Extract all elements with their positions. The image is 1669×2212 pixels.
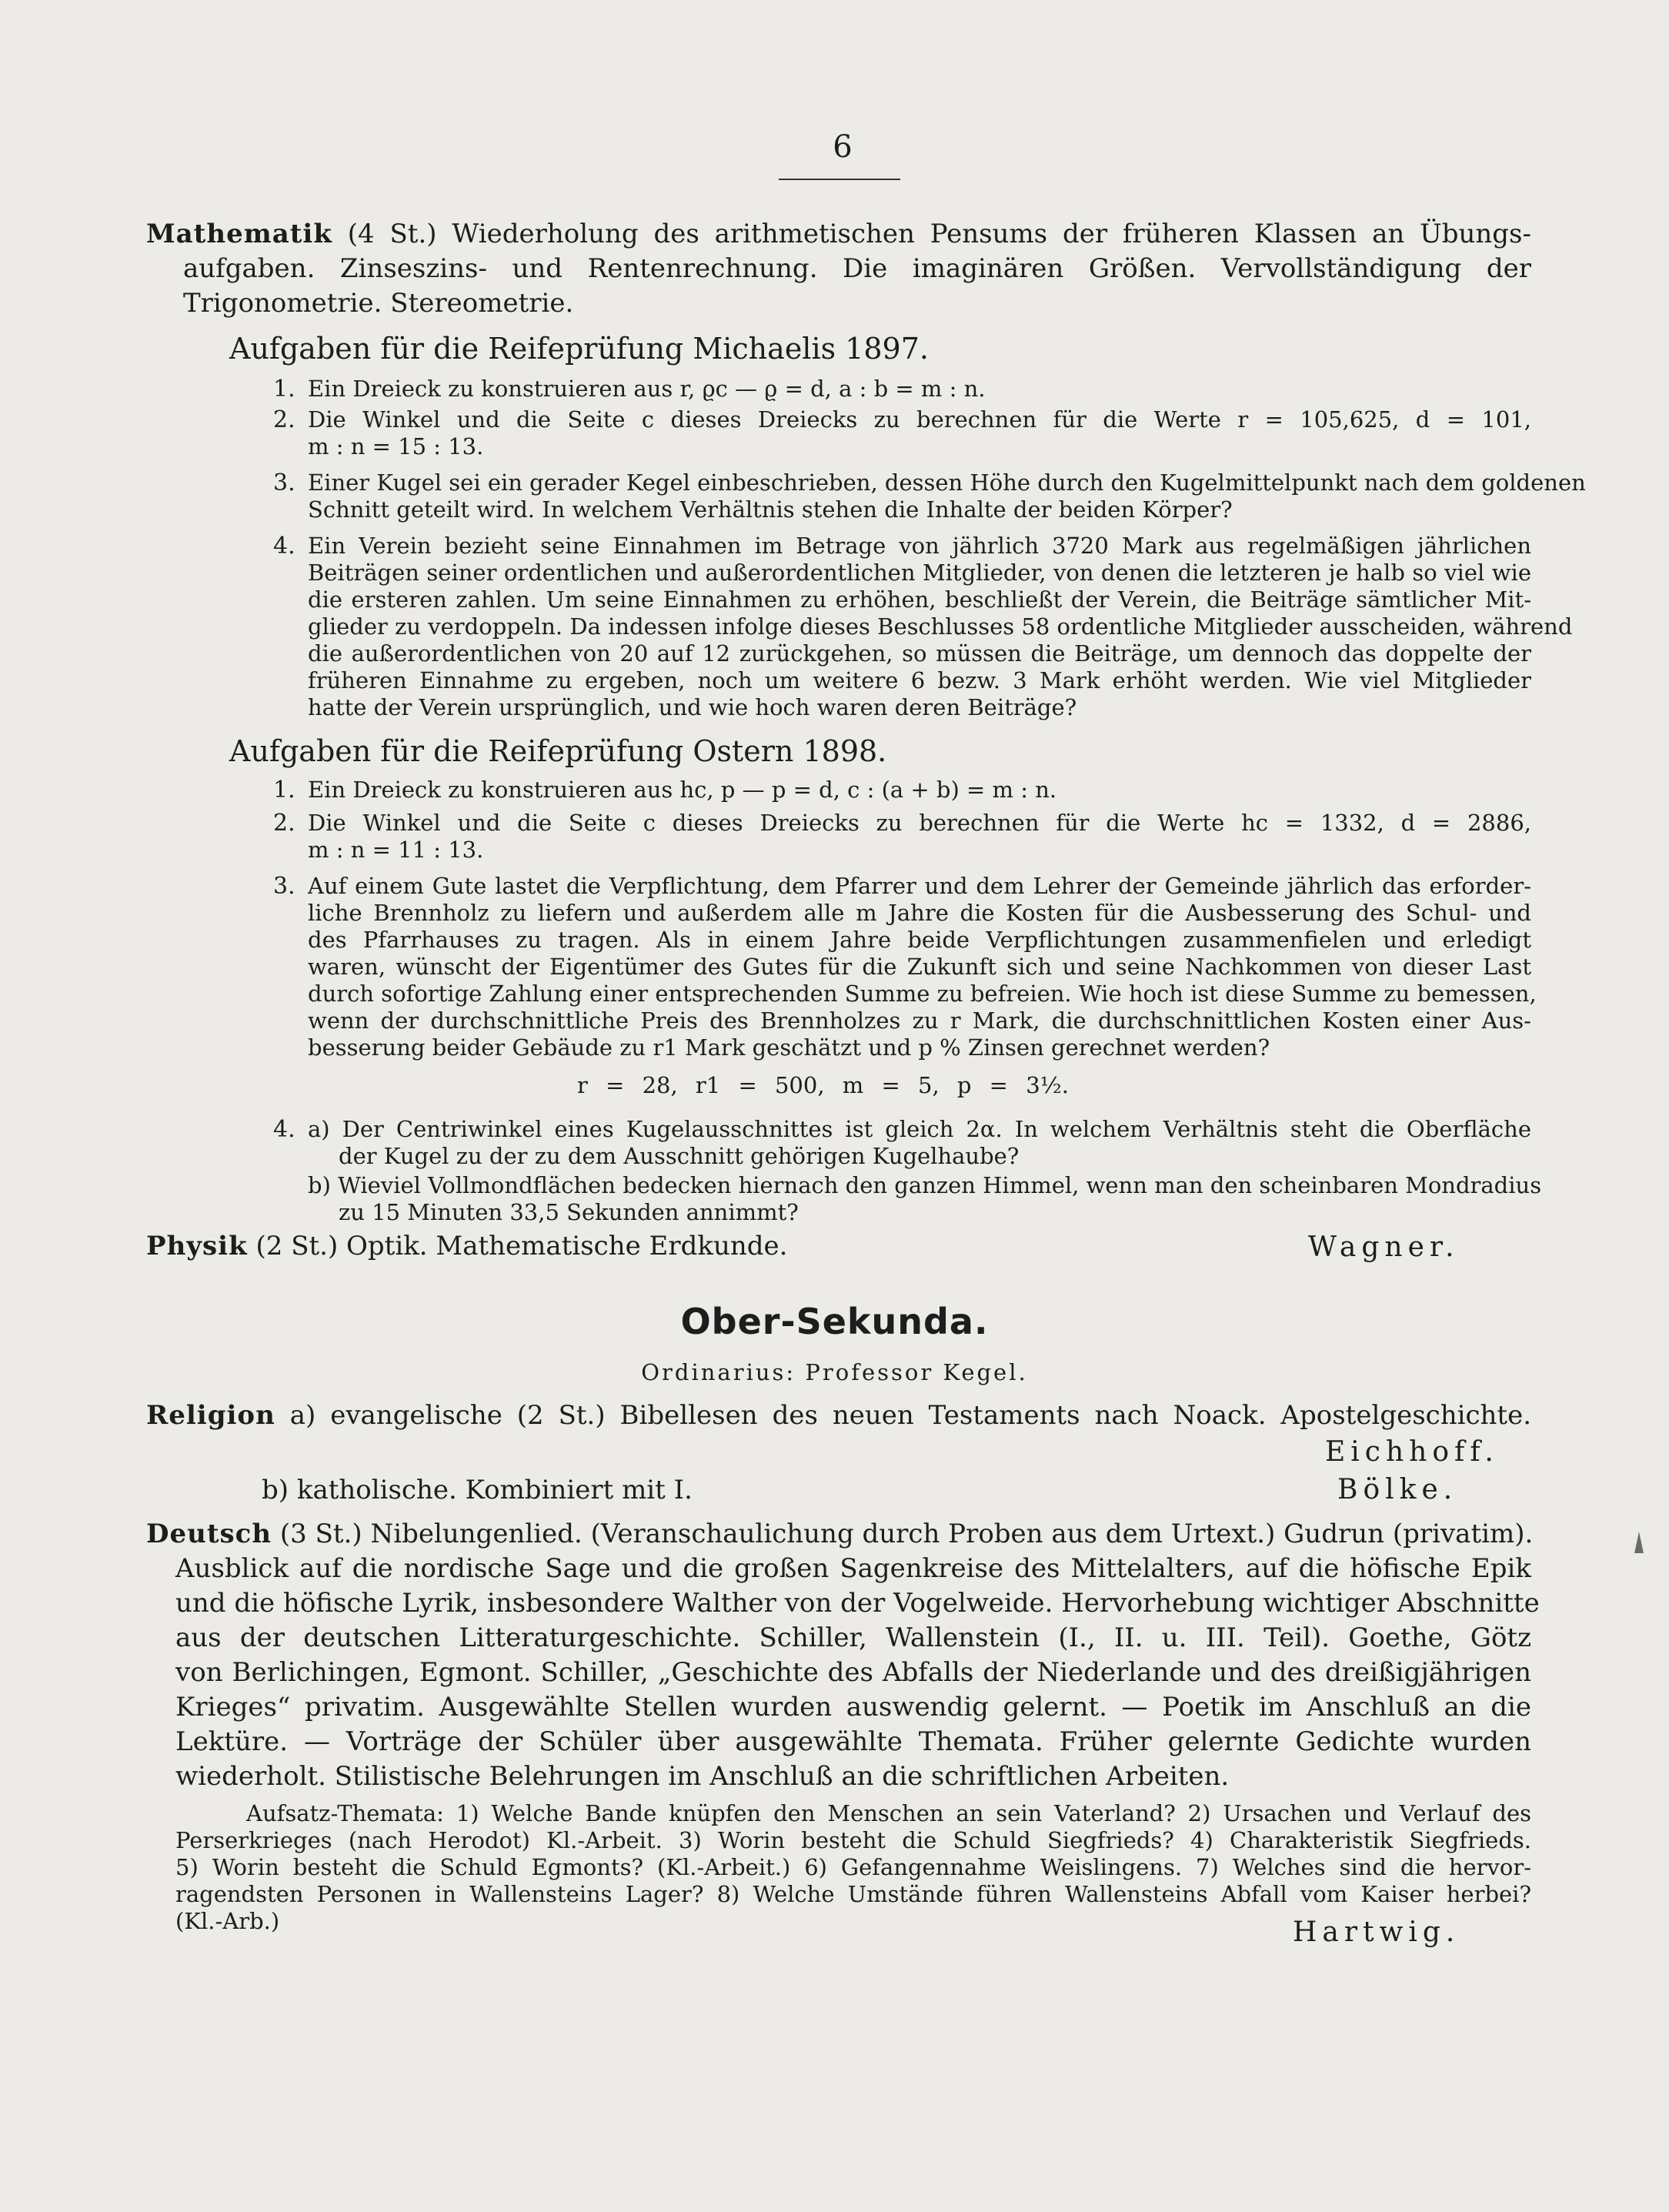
m3-number: 3. bbox=[273, 469, 295, 496]
m3-line-2: Schnitt geteilt wird. In welchem Verhältnis stehen die Inhalte der beiden Körper? bbox=[308, 496, 1233, 523]
religion-b-text: b) katholische. Kombiniert mit I. bbox=[262, 1475, 693, 1505]
m1-text: Ein Dreieck zu konstruieren aus r, ϱc — ϱ = d, a : b = m : n. bbox=[308, 376, 986, 402]
o3-line-5: durch sofortige Zahlung einer entsprechenden Summe zu befreien. Wie hoch ist diese Summe zu bemessen, bbox=[308, 981, 1537, 1007]
m2-line-1: Die Winkel und die Seite c dieses Dreiecks zu berechnen für die Werte r = 105,625, d = 101, bbox=[308, 406, 1531, 433]
religion-b-teacher: Bölke. bbox=[1337, 1474, 1458, 1505]
o3-line-1: Auf einem Gute lastet die Verpflichtung, dem Pfarrer und dem Lehrer der Gemeinde jährlich das erforder- bbox=[308, 873, 1531, 899]
o3-line-6: wenn der durchschnittliche Preis des Brennholzes zu r Mark, die durchschnittlichen Kosten einer Aus- bbox=[308, 1007, 1531, 1034]
physik-line bbox=[146, 1230, 787, 1262]
m4-line-2: Beiträgen seiner ordentlichen und außerordentlichen Mitglieder, von denen die letzteren je halb so viel wie bbox=[308, 560, 1531, 586]
themata-line-1: Aufsatz-Themata: 1) Welche Bande knüpfen den Menschen an sein Vaterland? 2) Ursachen und Verlauf des bbox=[246, 1800, 1531, 1826]
o2-line-1: Die Winkel und die Seite c dieses Dreiecks zu berechnen für die Werte hc = 1332, d = 2886, bbox=[308, 810, 1531, 836]
o3-line-7: besserung beider Gebäude zu r1 Mark geschätzt und p % Zinsen gerechnet werden? bbox=[308, 1034, 1270, 1061]
deutsch-line-2: Ausblick auf die nordische Sage und die großen Sagenkreise des Mittelalters, auf die höfische Epik bbox=[175, 1553, 1531, 1584]
o2-number: 2. bbox=[273, 810, 295, 837]
themata-line-2: Perserkrieges (nach Herodot) Kl.-Arbeit. 3) Worin besteht die Schuld Siegfrieds? 4) Charakteristik Siegfrieds. bbox=[175, 1827, 1531, 1853]
themata-line-3: 5) Worin besteht die Schuld Egmonts? (Kl.-Arbeit.) 6) Gefangennahme Weislingens. 7) Welches sind die hervor- bbox=[175, 1854, 1531, 1880]
m4-line-6: früheren Einnahme zu ergeben, noch um weitere 6 bezw. 3 Mark erhöht werden. Wie viel Mitglieder bbox=[308, 667, 1531, 693]
deutsch-line-1-text: (3 St.) Nibelungenlied. (Veranschaulichung durch Proben aus dem Urtext.) Gudrun (privatim). bbox=[279, 1519, 1534, 1549]
m4-line-7: hatte der Verein ursprünglich, und wie hoch waren deren Beiträge? bbox=[308, 694, 1077, 720]
deutsch-line-8: wiederholt. Stilistische Belehrungen im Anschluß an die schriftlichen Arbeiten. bbox=[175, 1761, 1230, 1792]
m4-line-1: Ein Verein bezieht seine Einnahmen im Betrage von jährlich 3720 Mark aus regelmäßigen jährlichen bbox=[308, 533, 1531, 559]
page-number-rule bbox=[779, 179, 900, 180]
deutsch-line-1 bbox=[146, 1518, 1534, 1550]
math-line-1 bbox=[146, 218, 1531, 250]
o1-text: Ein Dreieck zu konstruieren aus hc, p — p = d, c : (a + b) = m : n. bbox=[308, 777, 1057, 803]
math-line-3: Trigonometrie. Stereometrie. bbox=[183, 288, 574, 319]
m3-line-1: Einer Kugel sei ein gerader Kegel einbeschrieben, dessen Höhe durch den Kugelmittelpunkt nach dem goldenen bbox=[308, 469, 1586, 496]
religion-a-teacher: Eichhoff. bbox=[1325, 1436, 1499, 1468]
m4-number: 4. bbox=[273, 533, 295, 560]
m4-line-4: glieder zu verdoppeln. Da indessen infolge dieses Beschlusses 58 ordentliche Mitglieder ausscheiden, während bbox=[308, 613, 1573, 640]
o4-number: 4. bbox=[273, 1116, 295, 1143]
o3-line-2: liche Brennholz zu liefern und außerdem alle m Jahre die Kosten für die Ausbesserung des Schul- und bbox=[308, 900, 1531, 926]
math-line-2: aufgaben. Zinseszins- und Rentenrechnung. Die imaginären Größen. Vervollständigung der bbox=[183, 253, 1531, 284]
page-number: 6 bbox=[833, 129, 853, 165]
m4-line-5: die außerordentlichen von 20 auf 12 zurückgehen, so müssen die Beiträge, um dennoch das doppelte der bbox=[308, 640, 1531, 667]
o3-line-4: waren, wünscht der Eigentümer des Gutes für die Zukunft sich und seine Nachkommen von dieser Last bbox=[308, 954, 1531, 980]
deutsch-teacher: Hartwig. bbox=[1293, 1916, 1460, 1948]
o2-line-2: m : n = 11 : 13. bbox=[308, 837, 484, 863]
religion-lead: Religion bbox=[146, 1400, 275, 1431]
math-subheading-ostern: Aufgaben für die Reifeprüfung Ostern 1898. bbox=[229, 734, 887, 768]
themata-line-5: (Kl.-Arb.) bbox=[175, 1908, 280, 1934]
math-line-1-text: (4 St.) Wiederholung des arithmetischen Pensums der früheren Klassen an Übungs- bbox=[347, 219, 1531, 249]
o4-line-4: zu 15 Minuten 33,5 Sekunden annimmt? bbox=[339, 1199, 799, 1225]
o3-values: r = 28, r1 = 500, m = 5, p = 3½. bbox=[577, 1072, 1069, 1098]
m2-number: 2. bbox=[273, 406, 295, 433]
themata-line-4: ragendsten Personen in Wallensteins Lager? 8) Welche Umstände führen Wallensteins Abfall vom Kaiser herbei? bbox=[175, 1881, 1531, 1907]
m2-line-2: m : n = 15 : 13. bbox=[308, 433, 484, 459]
o3-number: 3. bbox=[273, 873, 295, 900]
religion-line-a bbox=[146, 1399, 1531, 1432]
physik-lead: Physik bbox=[146, 1231, 248, 1261]
o4-line-1: a) Der Centriwinkel eines Kugelausschnittes ist gleich 2α. In welchem Verhältnis steht die Oberfläche bbox=[308, 1116, 1531, 1142]
o1-number: 1. bbox=[273, 777, 295, 804]
physik-text: (2 St.) Optik. Mathematische Erdkunde. bbox=[255, 1231, 788, 1261]
margin-mark bbox=[1634, 1532, 1644, 1553]
section-heading: Ober-Sekunda. bbox=[680, 1301, 989, 1342]
deutsch-line-6: Krieges“ privatim. Ausgewählte Stellen wurden auswendig gelernt. — Poetik im Anschluß an die bbox=[175, 1692, 1531, 1722]
o4-line-3: b) Wieviel Vollmondflächen bedecken hiernach den ganzen Himmel, wenn man den scheinbaren Mondradius bbox=[308, 1172, 1542, 1198]
ordinarius-line: Ordinarius: Professor Kegel. bbox=[641, 1359, 1028, 1385]
deutsch-line-7: Lektüre. — Vorträge der Schüler über ausgewählte Themata. Früher gelernte Gedichte wurden bbox=[175, 1726, 1531, 1757]
m1-number: 1. bbox=[273, 376, 295, 403]
o3-line-3: des Pfarrhauses zu tragen. Als in einem Jahre beide Verpflichtungen zusammenfielen und erledigt bbox=[308, 927, 1531, 953]
m4-line-3: die ersteren zahlen. Um seine Einnahmen zu erhöhen, beschließt der Verein, die Beiträge sämtlicher Mit- bbox=[308, 586, 1531, 613]
math-lead: Mathematik bbox=[146, 219, 332, 249]
math-subheading-michaelis: Aufgaben für die Reifeprüfung Michaelis 1897. bbox=[229, 332, 929, 366]
deutsch-lead: Deutsch bbox=[146, 1519, 272, 1549]
physik-teacher: Wagner. bbox=[1308, 1231, 1460, 1263]
religion-a-text: a) evangelische (2 St.) Bibellesen des neuen Testaments nach Noack. Apostelgeschichte. bbox=[289, 1400, 1532, 1431]
deutsch-line-5: von Berlichingen, Egmont. Schiller, „Geschichte des Abfalls der Niederlande und des dreißigjährigen bbox=[175, 1657, 1531, 1688]
deutsch-line-4: aus der deutschen Litteraturgeschichte. Schiller, Wallenstein (I., II. u. III. Teil). Goethe, Götz bbox=[175, 1622, 1531, 1653]
deutsch-line-3: und die höfische Lyrik, insbesondere Walther von der Vogelweide. Hervorhebung wichtiger Abschnitte bbox=[175, 1588, 1540, 1619]
o4-line-2: der Kugel zu der zu dem Ausschnitt gehörigen Kugelhaube? bbox=[339, 1143, 1020, 1169]
